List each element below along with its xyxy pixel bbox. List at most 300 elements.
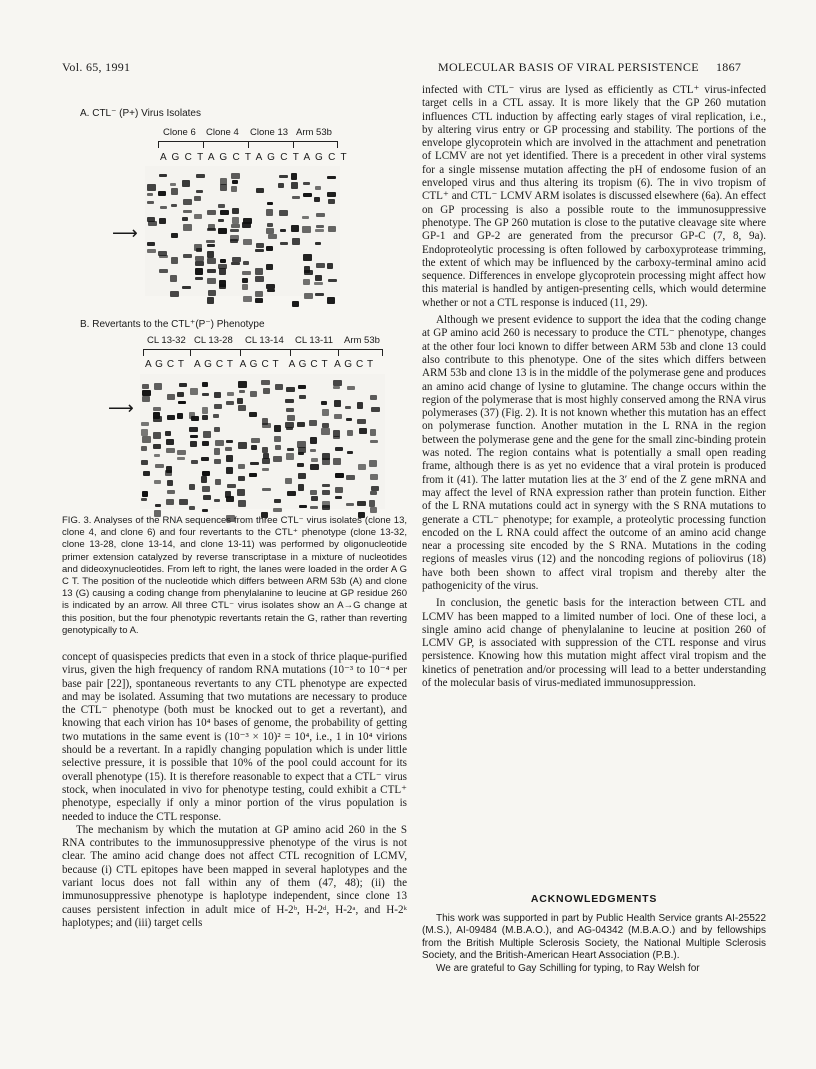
- gel-band: [237, 489, 245, 496]
- panel-b-clone-4: CL 13-11: [295, 335, 334, 346]
- gel-band: [328, 226, 336, 232]
- gel-band: [201, 476, 207, 483]
- panel-b-clone-2: CL 13-28: [194, 335, 233, 346]
- gel-band: [286, 408, 294, 412]
- gel-band: [322, 490, 330, 495]
- gel-band: [141, 498, 147, 501]
- gel-band: [177, 457, 185, 460]
- gel-band: [203, 495, 211, 500]
- gel-band: [155, 464, 164, 468]
- gel-band: [171, 204, 177, 207]
- gel-band: [226, 496, 234, 502]
- gel-band: [292, 196, 300, 199]
- panel-a-title: A. CTL⁻ (P+) Virus Isolates: [80, 108, 201, 119]
- gel-band: [207, 258, 216, 264]
- gel-band: [262, 458, 270, 464]
- panel-b-lane-letters: A G C T A G C T A G C T A G C T A G C T: [145, 359, 374, 370]
- gel-band: [303, 193, 312, 197]
- gel-band: [238, 381, 247, 388]
- gel-band: [218, 204, 225, 208]
- gel-band: [242, 278, 248, 283]
- gel-band: [190, 388, 198, 395]
- gel-band: [227, 392, 234, 396]
- gel-band: [238, 464, 245, 469]
- gel-band: [321, 428, 330, 435]
- right-column: [422, 84, 766, 690]
- gel-band: [286, 427, 293, 430]
- gel-band: [153, 416, 162, 422]
- gel-band: [316, 263, 325, 268]
- gel-band: [251, 445, 257, 450]
- gel-band: [279, 210, 288, 216]
- gel-band: [196, 248, 202, 252]
- gel-band: [220, 210, 229, 215]
- right-paragraph-3: In conclusion, the genetic basis for the interaction between CTL and LCMV has been mapped to a limited number of loci. One of these loci, a single amino acid change of phenylalanine to leucine at position 260 of LCMV GP, is associated with suppression of the CTL response and virus persistence. Knowing how this mutation might affect viral tropism and the kinetics of penetration and/or processing will lead to a better understanding of the molecular basis of virus-mediated immunosuppression.: [422, 597, 766, 690]
- gel-band: [243, 261, 249, 265]
- gel-band: [179, 383, 187, 387]
- gel-band: [287, 415, 295, 421]
- gel-band: [154, 480, 161, 484]
- gel-band: [213, 414, 219, 418]
- gel-band: [255, 276, 264, 282]
- gel-band: [194, 214, 202, 219]
- gel-band: [255, 249, 264, 252]
- gel-band: [214, 499, 220, 502]
- gel-band: [315, 293, 324, 296]
- gel-band: [238, 476, 245, 481]
- gel-band: [255, 298, 263, 303]
- gel-band: [225, 447, 232, 451]
- gel-band: [357, 501, 366, 506]
- gel-band: [207, 210, 216, 215]
- gel-band: [322, 505, 330, 510]
- gel-band: [171, 233, 178, 238]
- right-paragraph-2: Although we present evidence to support the idea that the coding change at GP amino acid 260 is necessary to produce the CTL⁻ phenotype, changes at the other four loci known to differ between ARM 53b and clone 13 could also contribute to this phenotype. One of the sites which differs between ARM 53b and clone 13 is in the middle of the polymerase gene and produces an amino acid change of lysine to glutamine. The change occurs within the region of the polymerase that is most highly conserved among the RNA virus polymerases (37) (Fig. 2). It is not known whether this mutation has an effect on polymerase function. Another mutation in the L RNA in the region between the polymerase gene and the gene for the small zinc-binding protein was noted. The region contains what is potentially a small open reading frame, although there is as yet no evidence that a viral protein is produced from it (41). The latter mutation lies at the 3′ end of the Z gene mRNA and may affect the level of RNA expression rather than protein function. Either of the L RNA mutations could act in synergy with the S RNA mutations to generate a CTL⁻ phenotype; for example, a proteolytic processing function encoded on the L RNA could affect the outcome of an amino acid change near a processing site encoded by the S RNA. Mutations in the coding regions of measles virus (12) and the noncoding regions of poliovirus (18) have both been shown to affect viral tropism and thereby alter the pathogenicity of the virus.: [422, 314, 766, 592]
- gel-band: [159, 255, 168, 258]
- gel-band: [178, 401, 186, 404]
- gel-band: [202, 382, 208, 387]
- gel-band: [202, 415, 208, 420]
- gel-band: [231, 186, 237, 192]
- gel-band: [170, 183, 176, 186]
- gel-band: [315, 242, 321, 245]
- gel-band: [153, 444, 161, 449]
- gel-band: [297, 422, 305, 427]
- gel-band: [191, 416, 199, 421]
- gel-band: [153, 432, 161, 439]
- gel-band: [182, 180, 190, 187]
- gel-band: [370, 440, 378, 443]
- gel-band: [218, 219, 224, 222]
- gel-band: [183, 224, 192, 231]
- gel-band: [167, 415, 175, 420]
- gel-band: [177, 392, 184, 397]
- gel-band: [346, 503, 354, 506]
- gel-band: [226, 440, 233, 443]
- gel-band: [345, 406, 351, 409]
- figure-caption: FIG. 3. Analyses of the RNA sequences from three CTL⁻ virus isolates (clone 13, clone 4, and clone 6) and four revertants to the CTL⁺ phenotype (clone 13-32, clone 13-28, clone 13-14, and clone 13-11) was performed by oligonucleotide primer extension catalyzed by reverse transcriptase in a mixture of nucleotides and dideoxynucleotides. From left to right, the lanes were loaded in the order A G C T. The position of the nucleotide which differs between ARM 53b (A) and clone 13 (G) causing a coding change from phenylalanine to leucine at GP residue 260 is indicated by an arrow. All three CTL⁻ virus isolates show an A→G change at this position, but the four phenotypic revertants retain the G, rather than reverting genotypically to A.: [62, 515, 407, 636]
- gel-band: [206, 240, 215, 243]
- gel-band: [370, 395, 377, 400]
- gel-band: [255, 268, 263, 275]
- gel-band: [370, 429, 376, 436]
- gel-band: [346, 475, 355, 480]
- gel-band: [303, 279, 310, 285]
- gel-band: [335, 496, 342, 499]
- gel-band: [347, 430, 353, 436]
- panel-b-clone-5: Arm 53b: [344, 335, 380, 346]
- gel-band: [297, 463, 304, 467]
- gel-band: [291, 225, 299, 232]
- gel-band: [291, 173, 297, 180]
- gel-band: [311, 458, 318, 462]
- gel-band: [201, 457, 209, 461]
- gel-band: [214, 448, 220, 455]
- gel-band: [298, 484, 304, 491]
- gel-band: [251, 438, 260, 443]
- gel-band: [275, 445, 281, 450]
- gel-band: [203, 431, 211, 438]
- gel-band: [154, 383, 162, 390]
- gel-band: [207, 269, 216, 273]
- gel-band: [310, 437, 317, 444]
- gel-band: [322, 484, 330, 487]
- gel-band: [214, 392, 221, 398]
- gel-band: [303, 182, 310, 185]
- gel-band: [309, 420, 317, 426]
- gel-band: [266, 209, 273, 216]
- gel-band: [226, 467, 233, 474]
- gel-band: [333, 386, 340, 389]
- gel-band: [194, 196, 201, 201]
- gel-band: [215, 440, 224, 446]
- gel-band: [286, 453, 294, 460]
- gel-band: [370, 474, 378, 480]
- gel-band: [143, 471, 150, 476]
- gel-band: [249, 412, 257, 417]
- gel-band: [202, 441, 209, 446]
- running-header-page: 1867: [716, 60, 742, 74]
- gel-band: [196, 174, 205, 178]
- gel-band: [179, 499, 188, 505]
- gel-band: [166, 499, 174, 505]
- acknowledgments-body: [422, 913, 766, 975]
- gel-band: [261, 380, 270, 385]
- gel-band: [196, 190, 203, 193]
- gel-band: [298, 473, 306, 479]
- gel-band: [333, 458, 341, 465]
- gel-band: [335, 473, 344, 478]
- gel-band: [242, 222, 251, 228]
- gel-band: [177, 413, 183, 419]
- gel-band: [167, 480, 173, 486]
- gel-band: [232, 180, 238, 184]
- gel-band: [182, 217, 188, 221]
- running-header-volume: Vol. 65, 1991: [62, 60, 131, 74]
- gel-band: [220, 259, 226, 263]
- gel-band: [230, 229, 239, 232]
- gel-band: [266, 264, 273, 270]
- gel-band: [279, 175, 288, 178]
- left-paragraph-1: concept of quasispecies predicts that even in a stock of thrice plaque-purified virus, given the high frequency of random RNA mutations (10⁻³ to 10⁻⁴ per base pair [22]), spontaneous revertants to any CTL phenotype are expected and may be isolated. Assuming that two mutations are necessary to produce the CTL⁻ phenotype (both must be knocked out to get a revertant), and knowing that each virion has 10⁴ bases of genome, the probability of getting two mutations in the same event is (10⁻³ × 10)² = 10⁴, i.e., 1 in 10⁴ virions should be a revertant. In a rapidly changing population which is under little selective pressure, it is possible that 10% of the pool could account for its overall phenotype (15). It is therefore reasonable to expect that a CTL⁻ virus stock, when inoculated in vivo for phenotype testing, could exhibit a CTL⁺ phenotype, especially if only a minor portion of the virus population is needed to induce the CTL response.: [62, 651, 407, 823]
- gel-band: [142, 491, 148, 497]
- gel-band: [273, 508, 282, 512]
- gel-band: [190, 441, 197, 447]
- gel-band: [190, 435, 198, 438]
- running-header-title: MOLECULAR BASIS OF VIRAL PERSISTENCE: [438, 60, 699, 74]
- gel-band: [370, 507, 377, 513]
- gel-band: [195, 277, 203, 280]
- gel-band: [250, 462, 259, 465]
- gel-band: [304, 293, 313, 299]
- gel-band: [242, 271, 251, 275]
- gel-band: [171, 257, 178, 264]
- gel-band: [292, 238, 300, 245]
- gel-band: [315, 275, 322, 281]
- gel-band: [147, 242, 155, 246]
- panel-a-clone-4: Arm 53b: [296, 127, 332, 138]
- gel-band: [148, 221, 157, 226]
- gel-band: [370, 491, 377, 495]
- gel-band: [328, 279, 337, 282]
- gel-band: [226, 455, 233, 462]
- gel-band: [298, 385, 306, 389]
- gel-band: [154, 454, 160, 457]
- gel-band: [299, 395, 306, 399]
- gel-band: [286, 387, 295, 392]
- gel-band: [255, 291, 263, 297]
- gel-band: [215, 479, 221, 485]
- gel-band: [207, 251, 214, 258]
- gel-band: [231, 173, 240, 179]
- gel-band: [208, 290, 216, 296]
- gel-band: [142, 436, 151, 443]
- gel-band: [371, 407, 380, 412]
- gel-band: [314, 197, 320, 202]
- gel-band: [167, 394, 175, 400]
- gel-band: [239, 390, 245, 393]
- gel-band: [302, 226, 311, 233]
- left-paragraph-2: The mechanism by which the mutation at GP amino acid 260 in the S RNA contributes to the immunosuppressive phenotype of the virus is not clear. The amino acid change does not affect CTL recognition of LCMV, because (i) CTL epitopes have been mapped in several haplotypes and the variant locus does not fall within any of them (47, 48); (ii) the immunosuppressive phenotype is haplotype independent, since clone 13 causes persistent infection in adult mice of H-2ᵇ, H-2ᵈ, H-2ᵃ, and H-2ᵏ haplotypes; and (iii) target cells: [62, 823, 407, 929]
- gel-band: [315, 186, 321, 190]
- gel-band: [226, 401, 234, 405]
- gel-band: [238, 500, 246, 507]
- gel-band: [207, 278, 216, 284]
- panel-b-arrow-icon: ⟶: [108, 398, 134, 419]
- gel-band: [207, 228, 216, 231]
- gel-band: [334, 414, 342, 419]
- gel-band: [227, 484, 236, 488]
- gel-band: [237, 398, 243, 404]
- gel-band: [347, 451, 353, 454]
- gel-band: [232, 208, 239, 214]
- gel-band: [242, 284, 248, 290]
- gel-band: [189, 427, 198, 432]
- gel-band: [165, 470, 172, 476]
- gel-band: [292, 301, 299, 307]
- acknowledgments-paragraph-1: This work was supported in part by Public Health Service grants AI-25522 (M.S.), AI-09484 (M.B.A.O.), and AG-04342 (M.B.A.O.) and by fellowships from the British Multiple Sclerosis Society, the National Multiple Sclerosis Society, and the British-American Heart Association (P.B.).: [422, 913, 766, 962]
- gel-band: [189, 484, 195, 490]
- gel-band: [287, 448, 294, 451]
- gel-band: [147, 193, 153, 196]
- gel-band: [214, 427, 220, 432]
- gel-band: [142, 384, 149, 389]
- gel-band: [243, 296, 252, 302]
- gel-band: [142, 396, 150, 402]
- gel-band: [177, 450, 186, 455]
- gel-band: [262, 423, 271, 428]
- gel-band: [327, 297, 335, 304]
- gel-band: [263, 388, 270, 394]
- gel-band: [303, 254, 312, 261]
- right-paragraph-1: infected with CTL⁻ virus are lysed as efficiently as CTL⁺ virus-infected target cells in a CTL assay. It is more likely that the GP 260 mutation influences CTL induction by affecting early stages of viral replication, i.e., by altering virus entry or GP processing and stability. The portions of the envelope glycoprotein which are involved in the attachment and penetration of LCMV are not yet identified. There is a precedent in other viral systems for a single missense mutation affecting the pH of endosome fusion of an enveloped virus and thus altering its tropism (6). The in vivo tropism of CTL⁺ and CTL⁻ LCMV ARM isolates is discussed elsewhere (6a). An effect on GP processing is also a possible route to the immunosuppressive phenotype. The GP 260 mutation is close to the putative cleavage site where GP-1 and GP-2 are generated from the precursor GP-C (7, 8, 9a). Endoproteolytic processing is often followed by carboxyprotease trimming, the extent of which may be influenced by the carboxy-terminal amino acid sequence. Differences in envelope glycoprotein processing might affect how this material is handled by antigen-presenting cells, which would determine whether or not a CTL response is induced (11, 29).: [422, 84, 766, 309]
- acknowledgments-paragraph-2: We are grateful to Gay Schilling for typing, to Ray Welsh for: [436, 962, 700, 974]
- gel-band: [153, 407, 161, 411]
- gel-band: [141, 429, 148, 436]
- gel-band: [256, 188, 264, 193]
- gel-band: [262, 488, 271, 491]
- gel-band: [214, 404, 222, 409]
- gel-band: [155, 504, 161, 507]
- gel-band: [191, 460, 198, 464]
- panel-b-lane-divider: [143, 349, 383, 350]
- gel-band: [267, 202, 273, 205]
- gel-band: [195, 268, 203, 275]
- gel-band: [166, 448, 175, 453]
- gel-band: [202, 407, 208, 414]
- gel-band: [147, 184, 156, 191]
- gel-band: [327, 176, 336, 179]
- gel-band: [267, 289, 275, 292]
- gel-band: [207, 297, 214, 304]
- gel-band: [141, 446, 147, 451]
- gel-band: [250, 391, 257, 397]
- gel-band: [357, 402, 363, 409]
- gel-band: [278, 183, 284, 188]
- gel-band: [159, 218, 166, 224]
- gel-band: [182, 286, 191, 289]
- gel-band: [304, 270, 313, 275]
- gel-band: [166, 439, 174, 445]
- gel-band: [220, 184, 227, 191]
- gel-band: [273, 456, 282, 462]
- gel-band: [314, 282, 323, 285]
- panel-a-clone-1: Clone 6: [163, 127, 196, 138]
- gel-band: [243, 239, 252, 245]
- gel-band: [369, 500, 375, 507]
- gel-band: [159, 269, 168, 273]
- gel-band: [358, 464, 366, 470]
- gel-band: [287, 491, 296, 496]
- gel-band: [299, 505, 307, 508]
- gel-band: [310, 490, 317, 495]
- left-column: [62, 651, 407, 930]
- gel-band: [310, 464, 319, 470]
- gel-band: [249, 473, 257, 477]
- acknowledgments-heading: ACKNOWLEDGMENTS: [530, 893, 658, 905]
- gel-band: [214, 459, 221, 464]
- gel-band: [262, 468, 269, 471]
- gel-band: [171, 188, 178, 195]
- panel-b-clone-1: CL 13-32: [147, 335, 186, 346]
- gel-band: [159, 174, 167, 177]
- gel-band: [274, 436, 281, 442]
- gel-band: [238, 442, 247, 449]
- panel-a-lane-letters: A G C T A G C T A G C T A G C T: [160, 152, 348, 163]
- gel-band: [280, 229, 286, 232]
- gel-band: [195, 261, 204, 266]
- gel-band: [333, 436, 340, 439]
- gel-band: [170, 291, 179, 297]
- gel-band: [147, 249, 156, 253]
- gel-band: [321, 401, 327, 405]
- gel-band: [266, 246, 273, 251]
- gel-band: [346, 418, 352, 421]
- gel-band: [158, 191, 166, 196]
- gel-band: [189, 506, 195, 510]
- gel-band: [141, 422, 149, 426]
- gel-band: [202, 509, 208, 512]
- panel-b-clone-3: CL 13-14: [245, 335, 284, 346]
- gel-band: [357, 419, 366, 424]
- gel-band: [141, 460, 148, 465]
- gel-band: [231, 262, 240, 265]
- gel-band: [165, 431, 171, 436]
- gel-band: [369, 460, 377, 467]
- gel-band: [256, 243, 264, 248]
- gel-band: [267, 223, 273, 227]
- gel-band: [327, 192, 336, 197]
- gel-band: [302, 216, 309, 219]
- gel-band: [274, 425, 281, 432]
- gel-band: [322, 409, 329, 416]
- gel-band: [231, 224, 240, 228]
- gel-band: [230, 239, 238, 243]
- gel-band: [335, 487, 343, 493]
- gel-band: [238, 405, 246, 411]
- gel-band: [322, 458, 330, 465]
- gel-band: [275, 384, 283, 390]
- gel-band: [274, 499, 281, 503]
- gel-band: [202, 486, 210, 492]
- gel-band: [167, 490, 175, 494]
- gel-band: [347, 386, 355, 390]
- gel-band: [328, 199, 335, 204]
- gel-band: [285, 399, 294, 403]
- gel-band: [219, 268, 226, 275]
- gel-band: [147, 201, 154, 204]
- gel-band: [160, 206, 167, 209]
- panel-a-arrow-icon: ⟶: [112, 223, 138, 244]
- gel-band: [183, 210, 192, 213]
- gel-band: [298, 452, 304, 455]
- panel-b-gel-image: [140, 374, 385, 509]
- gel-band: [285, 478, 292, 484]
- gel-band: [183, 199, 192, 205]
- gel-band: [183, 254, 192, 258]
- gel-band: [207, 244, 215, 247]
- gel-band: [202, 393, 209, 396]
- gel-band: [219, 284, 226, 289]
- gel-band: [359, 428, 367, 434]
- gel-band: [310, 506, 318, 509]
- gel-band: [218, 228, 227, 234]
- gel-band: [334, 400, 341, 407]
- panel-a-clone-3: Clone 13: [250, 127, 289, 138]
- gel-band: [316, 225, 324, 228]
- gel-band: [268, 234, 277, 239]
- gel-band: [232, 217, 239, 224]
